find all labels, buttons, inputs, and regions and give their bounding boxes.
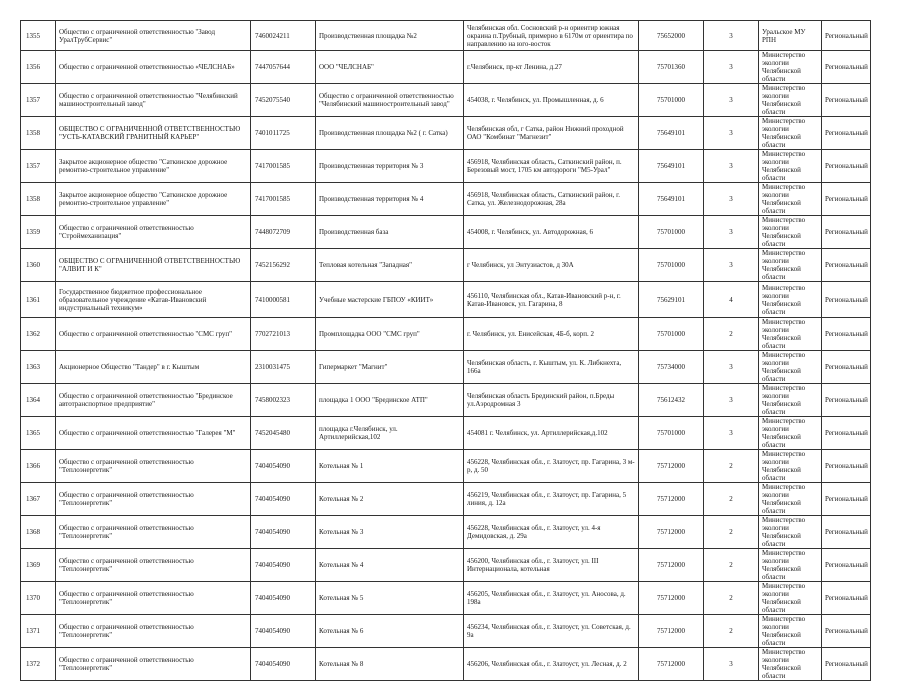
table-row xyxy=(21,183,871,216)
category-value: 3 xyxy=(704,84,759,117)
oktmo-code: 75701000 xyxy=(639,249,704,282)
table-row xyxy=(21,417,871,450)
inn-value: 7458002323 xyxy=(251,384,316,417)
registry-table xyxy=(20,20,871,681)
oktmo-code: 75712000 xyxy=(639,516,704,549)
object-name: Производственная площадка №2 ( г. Сатка) xyxy=(316,117,464,150)
category-value: 3 xyxy=(704,648,759,681)
row-number: 1371 xyxy=(21,615,56,648)
inn-value: 7404054090 xyxy=(251,549,316,582)
supervision-level: Региональный xyxy=(822,648,871,681)
oktmo-code: 75712000 xyxy=(639,615,704,648)
supervision-level: Региональный xyxy=(822,21,871,51)
object-address: г. Челябинск, ул. Енисейская, 4Б-б, корп. 2 xyxy=(464,318,639,351)
category-value: 4 xyxy=(704,282,759,318)
object-address: Челябинская обл. Сосновский р-н ориентир южная окраина п.Трубный, примерно в 6170м от ориентира по направлению на юго-восток xyxy=(464,21,639,51)
oktmo-code: 75649101 xyxy=(639,183,704,216)
object-address: 456200, Челябинская обл., г. Златоуст, ул. III Интернационала, котельная xyxy=(464,549,639,582)
supervision-level: Региональный xyxy=(822,84,871,117)
object-address: 454008, г. Челябинск, ул. Автодорожная, 6 xyxy=(464,216,639,249)
inn-value: 7404054090 xyxy=(251,615,316,648)
supervisor-name: Министерство экологии Челябинской области xyxy=(759,615,822,648)
object-address: 456205, Челябинская обл., г. Златоуст, ул. Аносова, д. 198а xyxy=(464,582,639,615)
object-address: 456228, Челябинская обл., г. Златоуст, ул. 4-я Демидовская, д. 29а xyxy=(464,516,639,549)
oktmo-code: 75734000 xyxy=(639,351,704,384)
registry-rows xyxy=(21,21,871,681)
object-address: Челябинская обл, г Сатка, район Нижний проходной ОАО "Комбинат "Магнезит" xyxy=(464,117,639,150)
row-number: 1365 xyxy=(21,417,56,450)
organization-name: Общество с ограниченной ответственностью "Галерея "М" xyxy=(56,417,251,450)
supervision-level: Региональный xyxy=(822,450,871,483)
supervisor-name: Министерство экологии Челябинской области xyxy=(759,450,822,483)
object-address: 456228, Челябинская обл., г. Златоуст, пр. Гагарина, 3 м-р, д. 50 xyxy=(464,450,639,483)
object-name: Котельная № 6 xyxy=(316,615,464,648)
row-number: 1357 xyxy=(21,84,56,117)
supervision-level: Региональный xyxy=(822,249,871,282)
object-name: Производственная база xyxy=(316,216,464,249)
supervision-level: Региональный xyxy=(822,516,871,549)
object-name: Котельная № 1 xyxy=(316,450,464,483)
supervisor-name: Министерство экологии Челябинской области xyxy=(759,318,822,351)
oktmo-code: 75701000 xyxy=(639,318,704,351)
object-name: Производственная площадка №2 xyxy=(316,21,464,51)
table-row xyxy=(21,582,871,615)
inn-value: 7404054090 xyxy=(251,648,316,681)
supervisor-name: Министерство экологии Челябинской области xyxy=(759,183,822,216)
oktmo-code: 75652000 xyxy=(639,21,704,51)
category-value: 2 xyxy=(704,516,759,549)
supervision-level: Региональный xyxy=(822,150,871,183)
inn-value: 7404054090 xyxy=(251,450,316,483)
table-row xyxy=(21,150,871,183)
inn-value: 7448072709 xyxy=(251,216,316,249)
oktmo-code: 75649101 xyxy=(639,150,704,183)
category-value: 2 xyxy=(704,615,759,648)
row-number: 1368 xyxy=(21,516,56,549)
oktmo-code: 75701000 xyxy=(639,216,704,249)
table-row xyxy=(21,84,871,117)
supervisor-name: Министерство экологии Челябинской области xyxy=(759,249,822,282)
oktmo-code: 75629101 xyxy=(639,282,704,318)
supervisor-name: Министерство экологии Челябинской области xyxy=(759,351,822,384)
organization-name: Акционерное Общество "Тандер" в г. Кыштым xyxy=(56,351,251,384)
object-name: Промплощадка ООО "СМС груп" xyxy=(316,318,464,351)
oktmo-code: 75701360 xyxy=(639,51,704,84)
category-value: 3 xyxy=(704,216,759,249)
organization-name: Общество с ограниченной ответственностью "Теплоэнергетик" xyxy=(56,450,251,483)
table-row xyxy=(21,615,871,648)
supervision-level: Региональный xyxy=(822,549,871,582)
organization-name: Закрытое акционерное общество "Саткинское дорожное ремонтно-строительное управление" xyxy=(56,150,251,183)
supervisor-name: Министерство экологии Челябинской области xyxy=(759,117,822,150)
oktmo-code: 75701000 xyxy=(639,84,704,117)
oktmo-code: 75649101 xyxy=(639,117,704,150)
inn-value: 7452075540 xyxy=(251,84,316,117)
row-number: 1369 xyxy=(21,549,56,582)
supervision-level: Региональный xyxy=(822,351,871,384)
inn-value: 7452156292 xyxy=(251,249,316,282)
table-row xyxy=(21,282,871,318)
oktmo-code: 75712000 xyxy=(639,549,704,582)
object-name: Гипермаркет "Магнит" xyxy=(316,351,464,384)
row-number: 1361 xyxy=(21,282,56,318)
object-name: Тепловая котельная "Западная" xyxy=(316,249,464,282)
category-value: 2 xyxy=(704,450,759,483)
organization-name: Общество с ограниченной ответственностью "Строймеханизация" xyxy=(56,216,251,249)
oktmo-code: 75712000 xyxy=(639,648,704,681)
object-address: Челябинская область, г. Кыштым, ул. К. Либкнехта, 166а xyxy=(464,351,639,384)
supervisor-name: Министерство экологии Челябинской области xyxy=(759,216,822,249)
inn-value: 7404054090 xyxy=(251,516,316,549)
supervisor-name: Министерство экологии Челябинской области xyxy=(759,483,822,516)
organization-name: Общество с ограниченной ответственностью "Челябинский машиностроительный завод" xyxy=(56,84,251,117)
table-row xyxy=(21,249,871,282)
table-row xyxy=(21,117,871,150)
supervision-level: Региональный xyxy=(822,51,871,84)
oktmo-code: 75612432 xyxy=(639,384,704,417)
object-address: 456918, Челябинская область, Саткинский район, п. Березовый мост, 1705 км автодороги "М5-Урал" xyxy=(464,150,639,183)
supervision-level: Региональный xyxy=(822,117,871,150)
category-value: 3 xyxy=(704,351,759,384)
object-address: 456918, Челябинская область, Саткинский район, г. Сатка, ул. Железнодорожная, 28а xyxy=(464,183,639,216)
row-number: 1357 xyxy=(21,150,56,183)
category-value: 3 xyxy=(704,21,759,51)
oktmo-code: 75712000 xyxy=(639,483,704,516)
table-row xyxy=(21,450,871,483)
row-number: 1364 xyxy=(21,384,56,417)
object-name: Котельная № 4 xyxy=(316,549,464,582)
supervision-level: Региональный xyxy=(822,483,871,516)
oktmo-code: 75712000 xyxy=(639,450,704,483)
supervision-level: Региональный xyxy=(822,615,871,648)
object-name: площадка 1 ООО "Брединское АТП" xyxy=(316,384,464,417)
table-row xyxy=(21,549,871,582)
table-row xyxy=(21,21,871,51)
inn-value: 7447057644 xyxy=(251,51,316,84)
object-name: Котельная № 3 xyxy=(316,516,464,549)
organization-name: Общество с ограниченной ответственностью "Завод УралТрубСервис" xyxy=(56,21,251,51)
oktmo-code: 75712000 xyxy=(639,582,704,615)
registry-sheet xyxy=(20,20,870,681)
row-number: 1367 xyxy=(21,483,56,516)
organization-name: Общество с ограниченной ответственностью «ЧЕЛСНАБ» xyxy=(56,51,251,84)
row-number: 1360 xyxy=(21,249,56,282)
row-number: 1355 xyxy=(21,21,56,51)
category-value: 3 xyxy=(704,183,759,216)
object-address: 456206, Челябинская обл., г. Златоуст, ул. Лесная, д. 2 xyxy=(464,648,639,681)
object-name: Производственная территория № 4 xyxy=(316,183,464,216)
supervisor-name: Уральское МУ РПН xyxy=(759,21,822,51)
organization-name: Общество с ограниченной ответственностью "СМС груп" xyxy=(56,318,251,351)
supervisor-name: Министерство экологии Челябинской области xyxy=(759,84,822,117)
supervision-level: Региональный xyxy=(822,384,871,417)
category-value: 3 xyxy=(704,117,759,150)
object-name: Котельная № 5 xyxy=(316,582,464,615)
supervisor-name: Министерство экологии Челябинской области xyxy=(759,549,822,582)
inn-value: 7404054090 xyxy=(251,483,316,516)
inn-value: 7702721013 xyxy=(251,318,316,351)
organization-name: Общество с ограниченной ответственностью "Брединское автотранспортное предприятие" xyxy=(56,384,251,417)
supervisor-name: Министерство экологии Челябинской области xyxy=(759,150,822,183)
category-value: 2 xyxy=(704,483,759,516)
supervisor-name: Министерство экологии Челябинской области xyxy=(759,282,822,318)
supervision-level: Региональный xyxy=(822,318,871,351)
category-value: 3 xyxy=(704,51,759,84)
object-address: 456219, Челябинская обл., г. Златоуст, пр. Гагарина, 5 линия, д. 12а xyxy=(464,483,639,516)
row-number: 1372 xyxy=(21,648,56,681)
supervision-level: Региональный xyxy=(822,216,871,249)
category-value: 3 xyxy=(704,249,759,282)
object-name: Котельная № 8 xyxy=(316,648,464,681)
object-name: Котельная № 2 xyxy=(316,483,464,516)
object-name: Производственная территория № 3 xyxy=(316,150,464,183)
organization-name: Общество с ограниченной ответственностью "Теплоэнергетик" xyxy=(56,516,251,549)
category-value: 3 xyxy=(704,384,759,417)
inn-value: 7417001585 xyxy=(251,150,316,183)
table-row xyxy=(21,351,871,384)
row-number: 1370 xyxy=(21,582,56,615)
object-address: Челябинская область Брединский район, п.Бреды ул.Аэродромная 3 xyxy=(464,384,639,417)
row-number: 1362 xyxy=(21,318,56,351)
organization-name: Государственное бюджетное профессиональное образовательное учреждение «Катав-Ивановский индустриальный техникум» xyxy=(56,282,251,318)
inn-value: 7452045480 xyxy=(251,417,316,450)
object-address: 454081 г. Челябинск, ул. Артиллерийская,д.102 xyxy=(464,417,639,450)
inn-value: 7460024211 xyxy=(251,21,316,51)
supervisor-name: Министерство экологии Челябинской области xyxy=(759,648,822,681)
row-number: 1366 xyxy=(21,450,56,483)
organization-name: ОБЩЕСТВО С ОГРАНИЧЕННОЙ ОТВЕТСТВЕННОСТЬЮ "УСТЬ-КАТАВСКИЙ ГРАНИТНЫЙ КАРЬЕР" xyxy=(56,117,251,150)
object-address: 454038, г. Челябинск, ул. Промышленная, д. 6 xyxy=(464,84,639,117)
category-value: 2 xyxy=(704,582,759,615)
supervision-level: Региональный xyxy=(822,582,871,615)
table-row xyxy=(21,51,871,84)
supervision-level: Региональный xyxy=(822,282,871,318)
category-value: 2 xyxy=(704,318,759,351)
supervisor-name: Министерство экологии Челябинской области xyxy=(759,582,822,615)
supervision-level: Региональный xyxy=(822,183,871,216)
organization-name: ОБЩЕСТВО С ОГРАНИЧЕННОЙ ОТВЕТСТВЕННОСТЬЮ "АЛВИТ И К" xyxy=(56,249,251,282)
category-value: 2 xyxy=(704,549,759,582)
row-number: 1358 xyxy=(21,117,56,150)
object-address: 456110, Челябинская обл., Катав-Ивановский р-н, г. Катав-Ивановск, ул. Гагарина, 8 xyxy=(464,282,639,318)
organization-name: Общество с ограниченной ответственностью "Теплоэнергетик" xyxy=(56,549,251,582)
object-name: ООО "ЧЕЛСНАБ" xyxy=(316,51,464,84)
row-number: 1356 xyxy=(21,51,56,84)
supervisor-name: Министерство экологии Челябинской области xyxy=(759,417,822,450)
organization-name: Закрытое акционерное общество "Саткинское дорожное ремонтно-строительное управление" xyxy=(56,183,251,216)
organization-name: Общество с ограниченной ответственностью "Теплоэнергетик" xyxy=(56,648,251,681)
supervision-level: Региональный xyxy=(822,417,871,450)
table-row xyxy=(21,648,871,681)
object-address: г.Челябинск, пр-кт Ленина, д.27 xyxy=(464,51,639,84)
inn-value: 7417001585 xyxy=(251,183,316,216)
object-address: 456234, Челябинская обл., г. Златоуст, ул. Советская, д. 9а xyxy=(464,615,639,648)
table-row xyxy=(21,483,871,516)
object-address: г Челябинск, ул Энтузиастов, д 30А xyxy=(464,249,639,282)
inn-value: 7401011725 xyxy=(251,117,316,150)
object-name: Учебные мастерские ГБПОУ «КИИТ» xyxy=(316,282,464,318)
inn-value: 7404054090 xyxy=(251,582,316,615)
inn-value: 7410000581 xyxy=(251,282,316,318)
table-row xyxy=(21,216,871,249)
inn-value: 2310031475 xyxy=(251,351,316,384)
organization-name: Общество с ограниченной ответственностью "Теплоэнергетик" xyxy=(56,615,251,648)
row-number: 1358 xyxy=(21,183,56,216)
table-row xyxy=(21,516,871,549)
table-row xyxy=(21,318,871,351)
supervisor-name: Министерство экологии Челябинской области xyxy=(759,516,822,549)
table-row xyxy=(21,384,871,417)
supervisor-name: Министерство экологии Челябинской области xyxy=(759,51,822,84)
supervisor-name: Министерство экологии Челябинской области xyxy=(759,384,822,417)
category-value: 3 xyxy=(704,150,759,183)
row-number: 1363 xyxy=(21,351,56,384)
object-name: площадка г.Челябинск, ул. Артиллерийская,102 xyxy=(316,417,464,450)
object-name: Общество с ограниченной ответственностью "Челябинский машиностроительный завод" xyxy=(316,84,464,117)
organization-name: Общество с ограниченной ответственностью "Теплоэнергетик" xyxy=(56,582,251,615)
category-value: 3 xyxy=(704,417,759,450)
row-number: 1359 xyxy=(21,216,56,249)
organization-name: Общество с ограниченной ответственностью "Теплоэнергетик" xyxy=(56,483,251,516)
oktmo-code: 75701000 xyxy=(639,417,704,450)
